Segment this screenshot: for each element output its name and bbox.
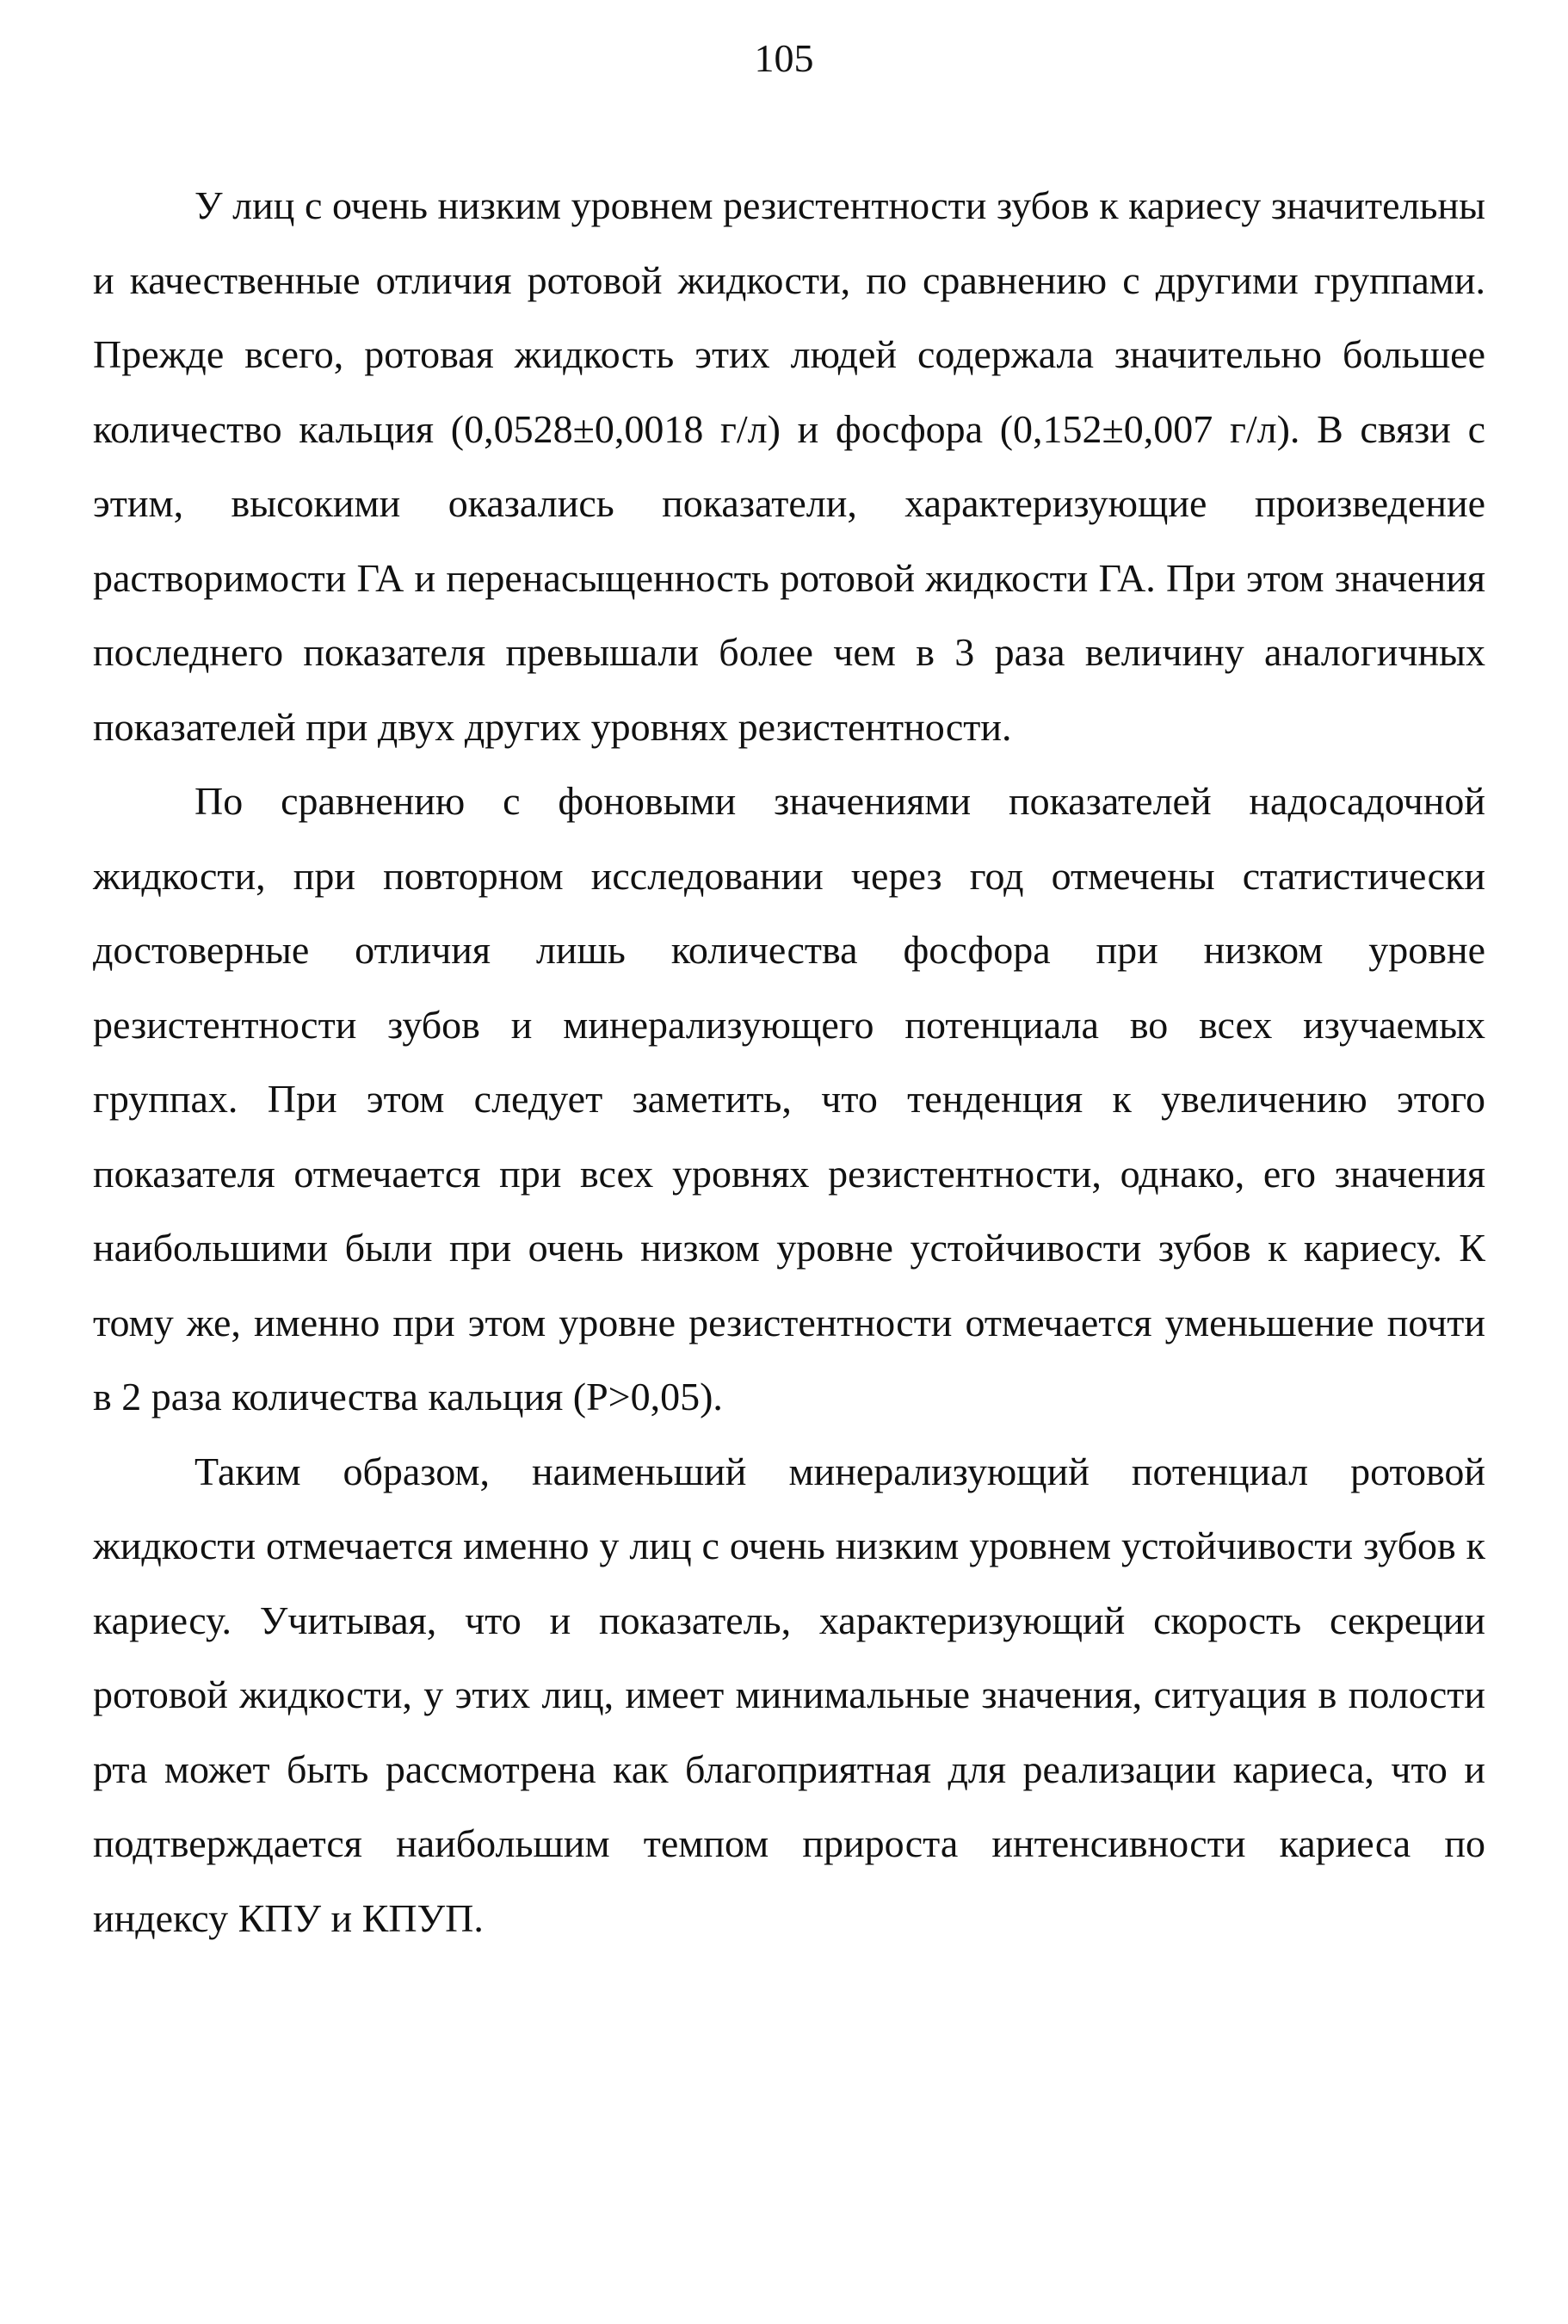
paragraph-conclusion: Таким образом, наименьший минерализующий потенциал ротовой жидкости отмечается именно у лиц с очень низким уровнем устойчивости зубов к кариесу. Учитывая, что и показатель, характеризующий скорость секреции ротовой жидкости, у этих лиц, имеет минимальные значения, ситуация в полости рта может быть рассмотрена как благоприятная для реализации кариеса, что и подтверждается наибольшим темпом прироста интенсивности кариеса по индексу КПУ и КПУП. [93, 1449, 1485, 1940]
body-text [93, 169, 1485, 1956]
paragraph-resistance-differences: У лиц с очень низким уровнем резистентности зубов к кариесу значительны и качественные отличия ротовой жидкости, по сравнению с другими группами. Прежде всего, ротовая жидкость этих людей содержала значительно большее количество кальция (0,0528±0,0018 г/л) и фосфора (0,152±0,007 г/л). В связи с этим, высокими оказались показатели, характеризующие произведение растворимости ГА и перенасыщенность ротовой жидкости ГА. При этом значения последнего показателя превышали более чем в 3 раза величину аналогичных показателей при двух других уровнях резистентности. [93, 183, 1485, 749]
paragraph-repeat-study: По сравнению с фоновыми значениями показателей надосадочной жидкости, при повторном исследовании через год отмечены статистически достоверные отличия лишь количества фосфора при низком уровне резистентности зубов и минерализующего потенциала во всех изучаемых группах. При этом следует заметить, что тенденция к увеличению этого показателя отмечается при всех уровнях резистентности, однако, его значения наибольшими были при очень низком уровне устойчивости зубов к кариесу. К тому же, именно при этом уровне резистентности отмечается уменьшение почти в 2 раза количества кальция (Р>0,05). [93, 779, 1485, 1419]
page-number: 105 [754, 36, 814, 80]
